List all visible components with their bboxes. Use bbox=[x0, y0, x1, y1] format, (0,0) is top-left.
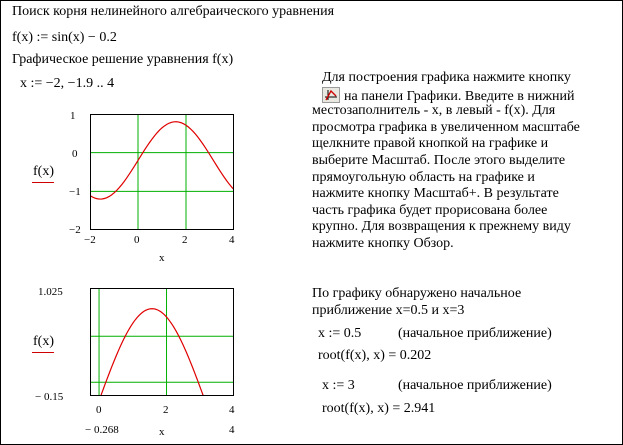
plot2-ylabel: f(x) bbox=[33, 334, 54, 349]
plot1-curve bbox=[90, 122, 234, 199]
graph-section-title: Графическое решение уравнения f(x) bbox=[12, 52, 234, 67]
graph-toolbar-icon[interactable] bbox=[322, 87, 340, 103]
plot2-xlabel: x bbox=[159, 426, 165, 438]
x2-definition[interactable]: x := 3 bbox=[322, 378, 355, 393]
instruction-line: нажмите кнопку Масштаб+. В результате bbox=[312, 186, 559, 202]
plot2-trace-legend bbox=[32, 352, 54, 353]
result-text-line1: По графику обнаружено начальное bbox=[312, 286, 522, 301]
instruction-line: щелкните правой кнопкой на графике и bbox=[312, 136, 549, 152]
instruction-line: выберите Масштаб. После этого выделите bbox=[312, 152, 566, 168]
plot1-ytick-1: 1 bbox=[70, 110, 76, 122]
instruction-line: нажмите кнопку Обзор. bbox=[312, 235, 454, 251]
plot1-area[interactable] bbox=[90, 114, 234, 230]
function-definition[interactable]: f(x) := sin(x) − 0.2 bbox=[12, 30, 117, 45]
plot1-ytick-m2: −2 bbox=[69, 224, 81, 236]
plot1-xtick-0: 0 bbox=[134, 234, 140, 246]
plot1-trace-legend bbox=[32, 182, 54, 183]
plot2-border bbox=[91, 289, 234, 396]
x1-note: (начальное приближение) bbox=[398, 326, 552, 341]
plot2-curve bbox=[90, 309, 233, 396]
plot2-xtick-4: 4 bbox=[229, 404, 235, 416]
plot1-xtick-4: 4 bbox=[229, 234, 235, 246]
plot1-ytick-0: 0 bbox=[72, 148, 78, 160]
instruction-line: просмотра графика в увеличенном масштабе bbox=[312, 119, 580, 135]
instruction-line: Для построения графика нажмите кнопку bbox=[322, 70, 571, 85]
instruction-line: прямоугольную область на графике и bbox=[312, 169, 535, 185]
instruction-line: крупно. Для возвращения к прежнему виду bbox=[312, 219, 571, 235]
plot2-xtick-0: 0 bbox=[96, 404, 102, 416]
plot2-xtick-2: 2 bbox=[163, 404, 169, 416]
x2-note: (начальное приближение) bbox=[398, 378, 552, 393]
root2-result[interactable]: root(f(x), x) = 2.941 bbox=[322, 401, 436, 416]
plot2-area[interactable] bbox=[90, 288, 234, 396]
plot2-ytick-top: 1.025 bbox=[38, 286, 63, 298]
plot1-ytick-m1: −1 bbox=[69, 186, 81, 198]
instruction-line-with-icon bbox=[312, 87, 614, 104]
x1-definition[interactable]: x := 0.5 bbox=[318, 326, 362, 341]
range-definition[interactable]: x := −2, −1.9 .. 4 bbox=[20, 76, 115, 91]
instruction-line-text: на панели Графики. Введите в нижний bbox=[344, 88, 575, 104]
plot1-border bbox=[91, 115, 234, 230]
plot2-ytick-bottom: − 0.15 bbox=[35, 391, 64, 403]
instructions-text bbox=[312, 70, 614, 253]
plot2-xmin-label: − 0.268 bbox=[85, 424, 119, 436]
plot1-xlabel: x bbox=[159, 252, 165, 264]
page-title: Поиск корня нелинейного алгебраического уравнения bbox=[12, 4, 335, 19]
root1-result[interactable]: root(f(x), x) = 0.202 bbox=[318, 348, 432, 363]
instruction-line: местозаполнитель - x, в левый - f(x). Для bbox=[312, 103, 556, 119]
plot2-xmax-label: 4 bbox=[229, 424, 235, 436]
instruction-line: часть графика будет прорисована более bbox=[312, 202, 548, 218]
plot1-xtick-2: 2 bbox=[182, 234, 188, 246]
plot1-xtick-m2: −2 bbox=[84, 234, 96, 246]
plot1-ylabel: f(x) bbox=[33, 164, 54, 179]
result-text-line2: приближение x=0.5 и x=3 bbox=[312, 303, 465, 318]
